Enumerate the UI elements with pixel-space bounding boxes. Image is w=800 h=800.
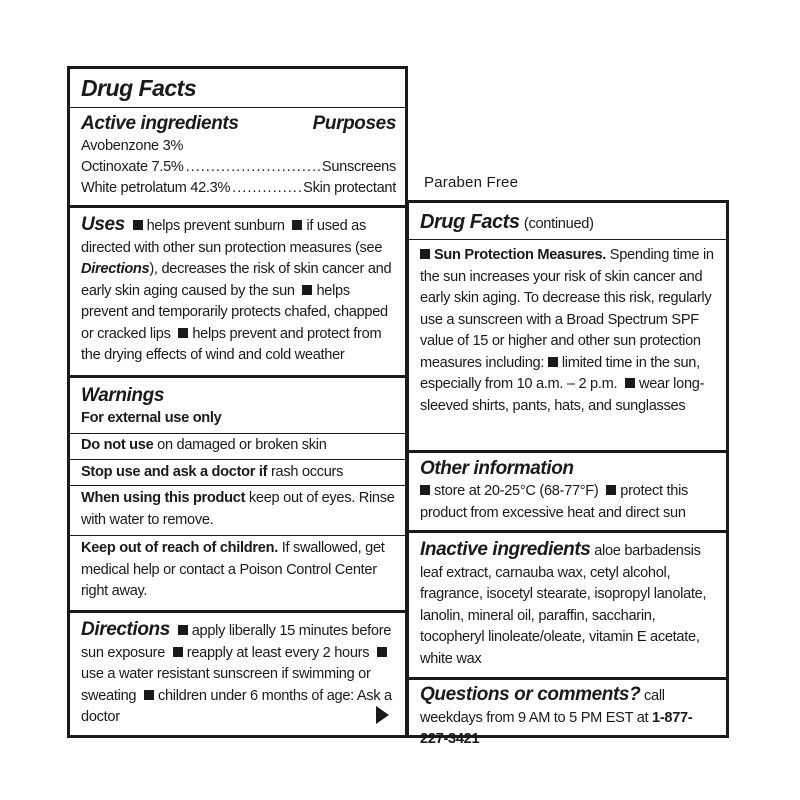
square-bullet-icon (292, 220, 302, 230)
square-bullet-icon (144, 690, 154, 700)
active-ingredients-heading: Active ingredients (81, 113, 239, 134)
when-using-warning: When using this product keep out of eyes. Rinse with water to remove. (81, 490, 395, 528)
external-use-only: For external use only (81, 410, 222, 426)
other-information-section: Other information store at 20-25°C (68-77°F) protect this product from excessive heat and direct sun (409, 457, 726, 524)
drug-facts-title: Drug Facts (81, 75, 197, 101)
active-ingredient-row: Avobenzone 3% (81, 138, 184, 154)
square-bullet-icon (420, 249, 430, 259)
do-not-use-warning: Do not use on damaged or broken skin (81, 437, 327, 453)
warnings-heading: Warnings (81, 385, 165, 406)
square-bullet-icon (133, 220, 143, 230)
square-bullet-icon (377, 647, 387, 657)
questions-heading: Questions or comments? (420, 684, 641, 705)
square-bullet-icon (302, 285, 312, 295)
square-bullet-icon (420, 485, 430, 495)
square-bullet-icon (625, 378, 635, 388)
directions-heading: Directions (81, 619, 170, 640)
uses-section: Uses helps prevent sunburn if used as directed with other sun protection measures (see Directions), decreases the risk of skin cancer and early skin aging caused by the sun helps prevent and temporarily protects chafed, chapped or cracked lips helps prevent and protect from the drying effects of wind and cold weather (81, 214, 392, 363)
stop-use-warning: Stop use and ask a doctor if rash occurs (81, 464, 344, 480)
keep-out-of-reach-warning: Keep out of reach of children. If swallowed, get medical help or contact a Poison Control Center right away. (81, 540, 385, 599)
phone-number: 1-877-227-3421 (420, 709, 693, 747)
square-bullet-icon (178, 328, 188, 338)
sun-protection-section: Sun Protection Measures. Spending time in the sun increases your risk of skin cancer and early skin aging. To decrease this risk, regularly use a sunscreen with a Broad Spectrum SPF value of 15 or higher and other sun protection measures including: limited time in the sun, especially from 10 a.m. – 2 p.m. wear long-sleeved shirts, pants, hats, and sunglasses (420, 247, 714, 414)
other-information-heading: Other information (420, 458, 574, 479)
drug-facts-title: Drug Facts (420, 211, 520, 233)
continued-label: (continued) (523, 216, 594, 232)
active-ingredient-row: White petrolatum 42.3% ..... Skin protectant (81, 178, 396, 199)
drug-facts-header (70, 74, 405, 102)
active-ingredient-row: Octinoxate 7.5% ..... Sunscreens (81, 157, 396, 178)
inactive-ingredients-heading: Inactive ingredients (420, 539, 591, 560)
square-bullet-icon (178, 625, 188, 635)
uses-heading: Uses (81, 214, 125, 235)
drug-facts-panel-left (67, 66, 408, 738)
inactive-ingredients-section: Inactive ingredients aloe barbadensis leaf extract, carnauba wax, cetyl alcohol, fragrance, isocetyl stearate, isopropyl lanolate, lanolin, mineral oil, paraffin, saccharin, tocopheryl linoleate/oleate, vitamin E acetate, white wax (420, 539, 707, 667)
drug-facts-panel-right (406, 200, 729, 747)
directions-section: Directions apply liberally 15 minutes before sun exposure reapply at least every 2 hours use a water resistant sunscreen if swimming or sweating children under 6 months of age: Ask a doctor (81, 619, 392, 725)
paraben-free-label: Paraben Free (424, 174, 519, 191)
square-bullet-icon (606, 485, 616, 495)
questions-section: Questions or comments? call weekdays from 9 AM to 5 PM EST at 1-877-227-3421 (420, 684, 693, 747)
drug-facts-continued-header (409, 208, 726, 236)
square-bullet-icon (173, 647, 183, 657)
warnings-section (70, 384, 405, 430)
square-bullet-icon (548, 357, 558, 367)
active-ingredients-section (70, 112, 405, 199)
purposes-heading: Purposes (312, 113, 396, 134)
continue-arrow-icon (376, 706, 389, 724)
